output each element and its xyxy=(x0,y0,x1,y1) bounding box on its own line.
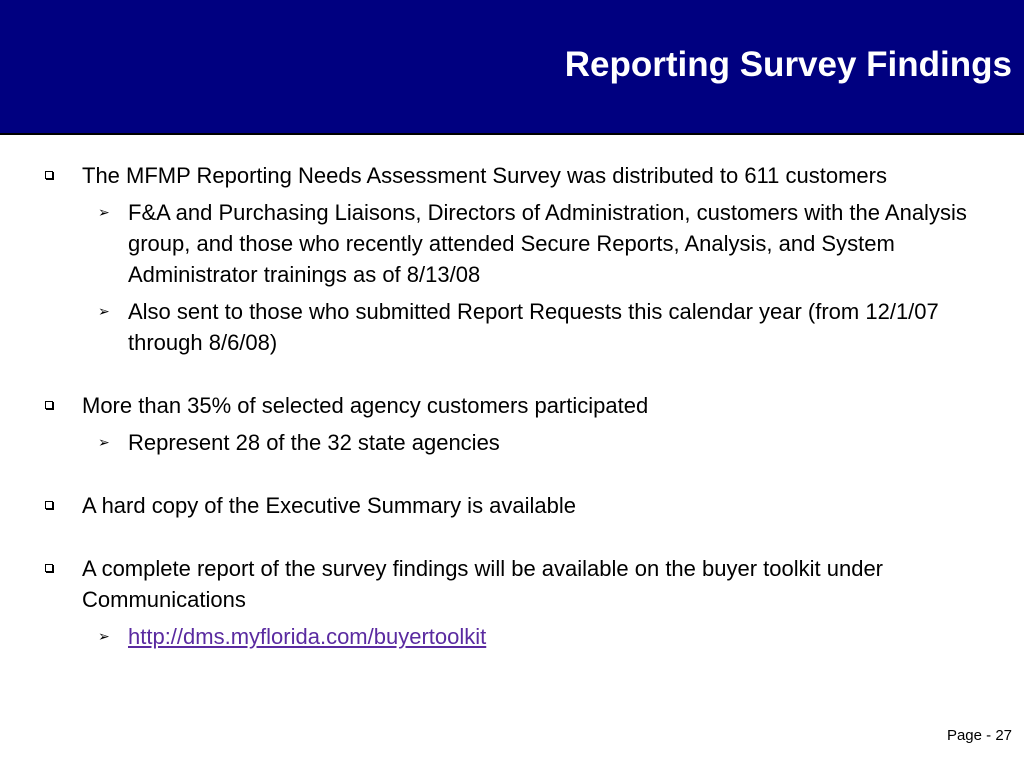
sub-bullet-toolkit-link xyxy=(40,621,1000,652)
bullet-complete-report xyxy=(40,553,1000,615)
title-bar xyxy=(0,0,1024,135)
hollow-square-bullet-icon xyxy=(45,564,53,572)
sub-bullet-text: Represent 28 of the 32 state agencies xyxy=(128,430,500,455)
bullet-text: More than 35% of selected agency customers participated xyxy=(82,393,649,418)
hollow-square-bullet-icon xyxy=(45,171,53,179)
sub-bullet-text: F&A and Purchasing Liaisons, Directors of Administration, customers with the Analysis group, and those who recently attended Secure Reports, Analysis, and System Administrator trainings as of 8/13/08 xyxy=(128,200,967,287)
sub-bullet-agencies xyxy=(40,427,1000,458)
arrow-bullet-icon: ➢ xyxy=(98,204,110,220)
hollow-square-bullet-icon xyxy=(45,501,53,509)
bullet-text: A complete report of the survey findings will be available on the buyer toolkit under Communications xyxy=(82,556,884,612)
spacer xyxy=(40,458,1000,490)
bullet-list xyxy=(40,160,1000,652)
bullet-text: The MFMP Reporting Needs Assessment Survey was distributed to 611 customers xyxy=(82,163,887,188)
sub-bullet-text: Also sent to those who submitted Report Requests this calendar year (from 12/1/07 through 8/6/08) xyxy=(128,299,939,355)
bullet-participation xyxy=(40,390,1000,421)
bullet-distributed xyxy=(40,160,1000,191)
bullet-text: A hard copy of the Executive Summary is available xyxy=(82,493,577,518)
bullet-hard-copy xyxy=(40,490,1000,521)
page-number: Page - 27 xyxy=(946,727,1012,744)
slide-title: Reporting Survey Findings xyxy=(564,45,1012,84)
sub-bullet-liaisons xyxy=(40,197,1000,290)
hollow-square-bullet-icon xyxy=(45,401,53,409)
arrow-bullet-icon: ➢ xyxy=(98,434,110,450)
buyer-toolkit-link[interactable]: http://dms.myflorida.com/buyertoolkit xyxy=(128,624,487,649)
spacer xyxy=(40,358,1000,390)
arrow-bullet-icon: ➢ xyxy=(98,303,110,319)
sub-bullet-report-requests xyxy=(40,296,1000,358)
spacer xyxy=(40,521,1000,553)
arrow-bullet-icon: ➢ xyxy=(98,628,110,644)
